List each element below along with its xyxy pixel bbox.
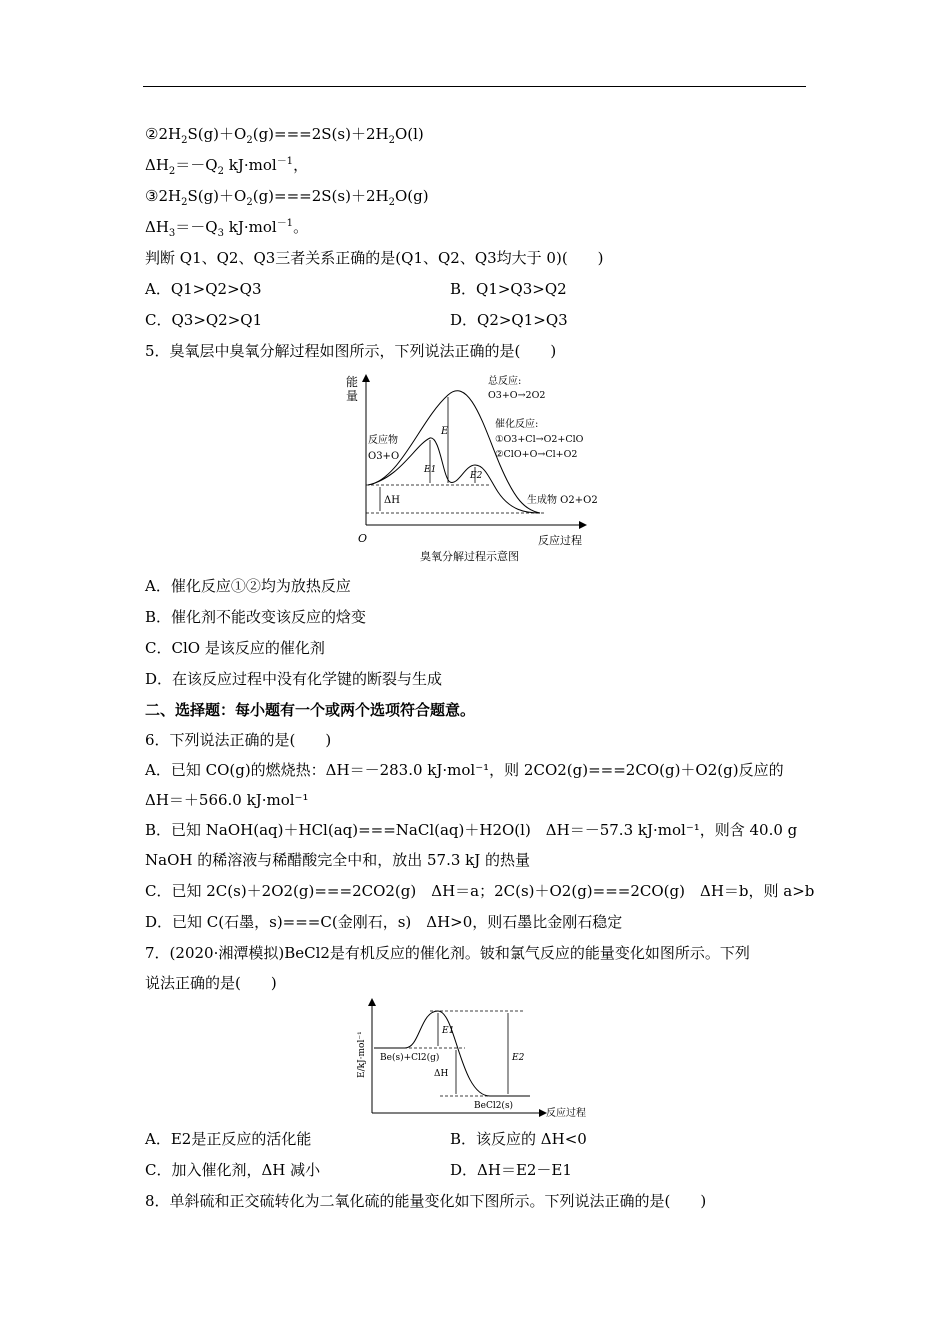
q7-option-b: B．该反应的 ΔH<0 xyxy=(450,1130,587,1148)
catalytic-eq-1: ①O3+Cl→O2+ClO xyxy=(495,434,584,445)
q4-option-d: D．Q2>Q1>Q3 xyxy=(450,311,568,329)
q6-option-a-line1: A．已知 CO(g)的燃烧热：ΔH＝－283.0 kJ·mol⁻¹，则 2CO2(g)===2CO(g)＋O2(g)反应的 xyxy=(145,761,784,779)
equation-2: $②2H_2S(g)+O_2(g)===2S(s)+2H_2O(l)$ xyxy=(145,125,424,146)
y-axis-label: 能 xyxy=(346,375,359,389)
y-axis-label: 量 xyxy=(346,389,359,403)
question-6-stem: 6．下列说法正确的是( ) xyxy=(145,731,332,749)
q6-option-d: D．已知 C(石墨，s)===C(金刚石，s) ΔH>0，则石墨比金刚石稳定 xyxy=(145,913,623,931)
product-label: BeCl2(s) xyxy=(474,1101,514,1111)
e1-label: E1 xyxy=(424,465,437,475)
total-reaction-eq: O3+O→2O2 xyxy=(488,390,546,401)
equation-3: $③2H_2S(g)+O_2(g)===2S(s)+2H_2O(g)$ xyxy=(145,187,429,208)
x-axis-label: 反应过程 xyxy=(538,534,582,547)
q6-option-c: C．已知 2C(s)＋2O2(g)===2CO2(g) ΔH＝a；2C(s)＋O2(g)===2CO(g) ΔH＝b，则 a>b xyxy=(145,882,815,900)
q6-option-b-line1: B．已知 NaOH(aq)＋HCl(aq)===NaCl(aq)＋H2O(l) ΔH＝－57.3 kJ·mol⁻¹，则含 40.0 g xyxy=(145,821,798,839)
q6-option-b-line2: NaOH 的稀溶液与稀醋酸完全中和，放出 57.3 kJ 的热量 xyxy=(145,851,531,869)
figure-caption: 臭氧分解过程示意图 xyxy=(420,550,519,563)
e2-label: E2 xyxy=(470,471,483,481)
question-7-stem-line1: 7．(2020·湘潭模拟)BeCl2是有机反应的催化剂。铍和氯气反应的能量变化如图所示。下列 xyxy=(145,944,750,962)
q7-option-a: A．E2是正反应的活化能 xyxy=(145,1130,312,1148)
origin-label: O xyxy=(358,532,368,545)
q4-option-c: C．Q3>Q2>Q1 xyxy=(145,311,263,329)
section-heading: 二、选择题：每小题有一个或两个选项符合题意。 xyxy=(145,701,476,719)
y-axis-label: E/kJ·mol⁻¹ xyxy=(357,1031,367,1078)
e2-label: E2 xyxy=(512,1053,525,1063)
enthalpy-3: $\Delta H_3=-Q_3$ kJ·mol$^{-1}$。 xyxy=(145,218,309,239)
q5-option-c: C．ClO 是该反应的催化剂 xyxy=(145,639,325,657)
q6-option-a-line2: ΔH＝＋566.0 kJ·mol⁻¹ xyxy=(145,791,309,809)
q4-option-a: A．Q1>Q2>Q3 xyxy=(145,280,262,298)
reactant-label: Be(s)+Cl2(g) xyxy=(380,1053,440,1063)
reactant-formula: O3+O xyxy=(368,451,400,462)
product-label: 生成物 O2+O2 xyxy=(527,495,598,506)
dh-label: ΔH xyxy=(384,495,400,506)
question-4-stem: 判断 Q1、Q2、Q3三者关系正确的是(Q1、Q2、Q3均大于 0)( ) xyxy=(145,249,604,267)
x-axis-label: 反应过程 xyxy=(546,1108,586,1119)
e-label: E xyxy=(441,426,449,437)
q5-option-b: B．催化剂不能改变该反应的焓变 xyxy=(145,608,367,626)
reactant-label: 反应物 xyxy=(368,435,398,446)
q4-option-b: B．Q1>Q3>Q2 xyxy=(450,280,567,298)
dh-label: ΔH xyxy=(434,1069,449,1079)
question-8-stem: 8．单斜硫和正交硫转化为二氧化硫的能量变化如下图所示。下列说法正确的是( ) xyxy=(145,1192,707,1210)
beryllium-energy-diagram xyxy=(350,998,610,1123)
total-reaction-title: 总反应: xyxy=(488,376,522,387)
q5-option-a: A．催化反应①②均为放热反应 xyxy=(145,577,351,595)
catalytic-reaction-title: 催化反应: xyxy=(495,419,539,430)
ozone-energy-diagram xyxy=(340,370,610,570)
question-5-stem: 5．臭氧层中臭氧分解过程如图所示，下列说法正确的是( ) xyxy=(145,342,557,360)
q5-option-d: D．在该反应过程中没有化学键的断裂与生成 xyxy=(145,670,443,688)
question-7-stem-line2: 说法正确的是( ) xyxy=(145,974,277,992)
catalytic-eq-2: ②ClO+O→Cl+O2 xyxy=(495,449,578,460)
header-rule xyxy=(143,86,806,87)
q7-option-c: C．加入催化剂，ΔH 减小 xyxy=(145,1161,321,1179)
enthalpy-2: $\Delta H_2=-Q_2$ kJ·mol$^{-1}$， xyxy=(145,156,309,177)
e1-label: E1 xyxy=(442,1026,455,1036)
q7-option-d: D．ΔH＝E2－E1 xyxy=(450,1161,572,1179)
